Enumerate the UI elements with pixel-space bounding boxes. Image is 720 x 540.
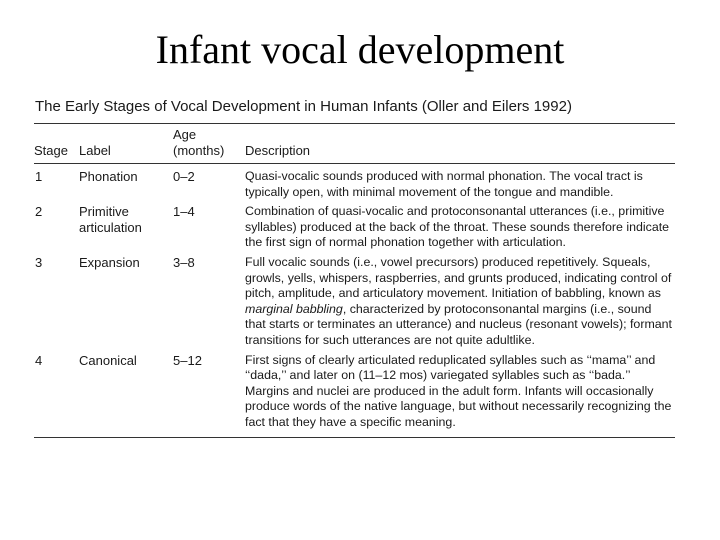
table-caption: The Early Stages of Vocal Development in Human Infants (Oller and Eilers 1992): [35, 98, 572, 115]
table-cell-description: [245, 251, 675, 349]
table-cell-description: Quasi-vocalic sounds produced with normal phonation. The vocal tract is typically open, with minimal movement of the tongue and mandible.: [245, 169, 643, 199]
header-age-line1: Age: [173, 127, 197, 142]
table-cell-stage: 4: [35, 352, 43, 368]
description-text: Full vocalic sounds (i.e., vowel precursors) produced repetitively. Squeals, growls, yells, whispers, raspberries, and grunts produced, indicating control of pitch, amplitude, and articulatory movement. Initiation of babbling, known as: [245, 254, 672, 301]
table-header-row: [34, 124, 675, 159]
description-italic-term: marginal babbling: [245, 301, 343, 316]
table-cell-label: Expansion: [79, 254, 140, 270]
table-cell-stage: 1: [35, 169, 43, 184]
slide-title: Infant vocal development: [155, 27, 565, 72]
vocal-stages-table: [34, 98, 675, 438]
table-cell-stage: 2: [35, 204, 43, 220]
header-stage: Stage: [34, 143, 68, 158]
table-cell-label: Phonation: [79, 169, 138, 184]
header-description: Description: [245, 143, 311, 158]
table-cell-label: Canonical: [79, 352, 137, 368]
header-label: Label: [79, 143, 111, 158]
table-cell-description: Combination of quasi-vocalic and protoconsonantal utterances (i.e., primitive syllables) produced at the back of the throat. These sounds therefore indicate the first sign of normal phonation together with articulation.: [245, 204, 670, 250]
table-cell-label: Primitive articulation: [79, 204, 142, 235]
table-body: [34, 164, 675, 431]
description-text: , characterized by protoconsonantal margins (i.e., sound that starts or terminates an utterance) and nucleus (resonant vowels); formant transitions for such utterances are not quite adultlike.: [245, 301, 672, 347]
table-cell-age: 1–4: [173, 204, 195, 220]
table-bottom-rule: [34, 437, 675, 438]
table-cell-age: 0–2: [173, 169, 195, 184]
table-cell-age: 3–8: [173, 254, 195, 270]
table-cell-age: 5–12: [173, 352, 202, 368]
header-age-line2: (months): [173, 143, 225, 158]
header-age: [173, 124, 245, 159]
table-cell-description: First signs of clearly articulated reduplicated syllables such as ‘‘mama’’ and ‘‘dada,’’ and later on (11–12 mos) variegated syllables such as ‘‘bada.’’ Margins and nuclei are produced in the adult form. Infants will occasionally produce words of the native language, but without necessarily recognizing the fact that they have a specific meaning.: [245, 352, 672, 429]
table-cell-stage: 3: [35, 254, 43, 270]
